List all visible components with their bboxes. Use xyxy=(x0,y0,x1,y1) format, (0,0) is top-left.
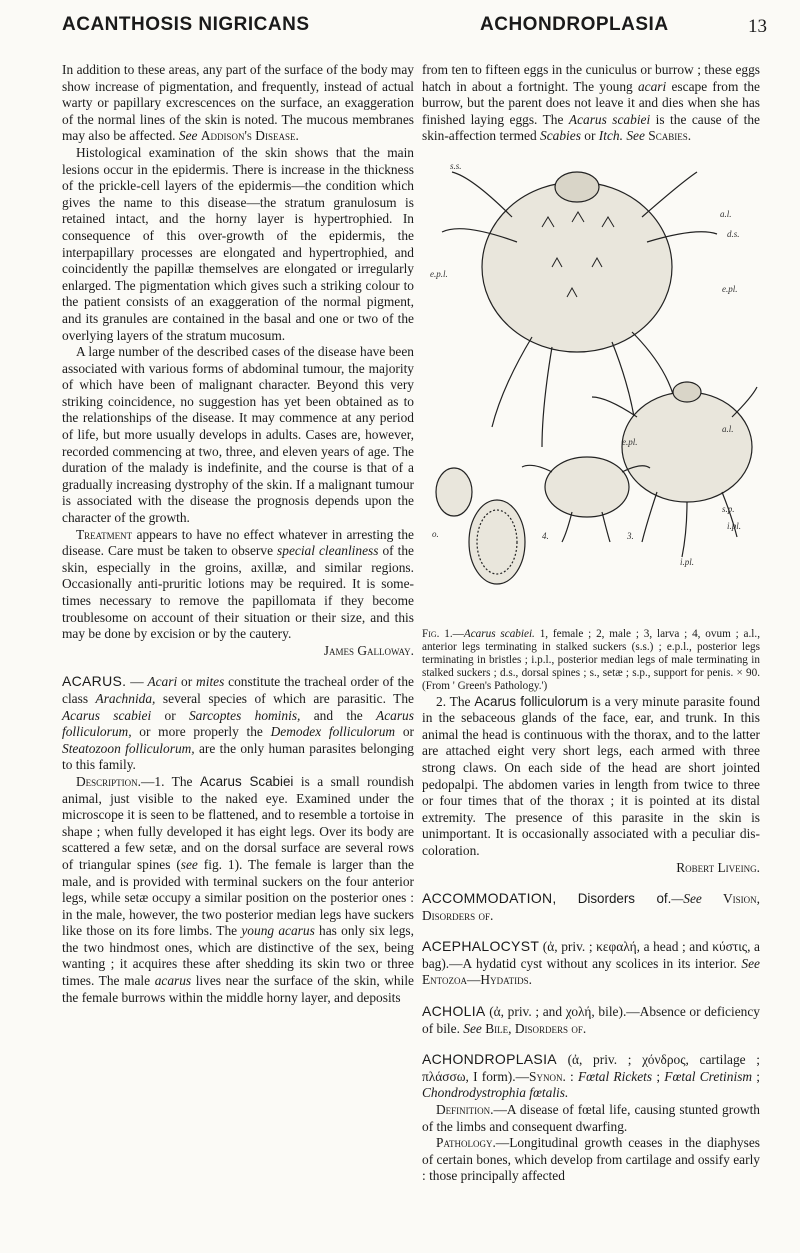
entry-acephalocyst: ACEPHALOCYST (ἀ, priv. ; κεφαλή, a head ; and κύστις, a bag).—A hydatid cyst without any scolices in its interior. See Entozoa—Hydatids. xyxy=(422,938,760,988)
cross-reference: Addison's Disease. xyxy=(200,128,299,144)
paragraph: from ten to fifteen eggs in the cuniculus or burrow ; these eggs hatch in about a fortnight. The young acari escape from the burrow, but the parent does not leave it and dies when she has finished laying eggs. The Acarus scabiei is the cause of the skin-affection termed Scabies or Itch. See Scabies. xyxy=(422,62,761,144)
section-head: Pathology. xyxy=(436,1135,496,1151)
subhead: Acarus folliculorum xyxy=(474,693,589,709)
cross-reference: Entozoa—Hydatids. xyxy=(422,972,532,988)
section-head: Treatment xyxy=(76,526,133,542)
running-head-right: ACHONDROPLASIA xyxy=(480,14,669,35)
entry-accommodation: ACCOMMODATION, Disorders of.—See Vision, Disorders of. xyxy=(422,890,760,923)
entry-achondroplasia: ACHONDROPLASIA (ἀ, priv. ; χόνδρος, cartilage ; πλάσσω, I form).—Synon. : Fœtal Rickets ; Fœtal Cretinism ; Chondrodystrophia fœtalis. xyxy=(422,1051,761,1101)
paragraph: In addition to these areas, any part of the surface of the body may show increase of pigmentation, and frequently, instead of actual warty or papillary excrescences on the surface, an exaggeration of the normal lines of the skin is noted. The mucous membranes may also be affected. See Addison's Disease. xyxy=(62,62,414,144)
figure-label: a.l. xyxy=(720,208,732,219)
subhead: Acarus Scabiei xyxy=(199,773,294,789)
left-column xyxy=(62,62,414,1006)
figure-label: a.l. xyxy=(722,423,734,434)
paragraph: Histological examination of the skin shows that the main lesions occur in the epidermis. There is increase in the thickness of the prickle-cell layers of the epidermis—the condition which gives the name to this disease—the stratum granulosum is retained intact, and the horny layer is hypertrophied. In consequence of this over-growth of the epidermis, the interpapillary processes are elongated and hypertrophied, and coincidently the papillæ themselves are elongated or irregularly enlarged. The pigmentation which gives such a striking colour to the patient consists of an exaggeration of the normal pigment, and its granules are contained in the basal and one or two of the overlying layers of the stratum mucosum. xyxy=(62,144,414,343)
figure-label: e.pl. xyxy=(622,436,638,447)
entry-acarus: ACARUS. — Acari or mites constitute the tracheal order of the class Arachnida, several species of which are parasitic. The Acarus scabiei or Sarcoptes hominis, and the Acarus folliculorum, or more properly the Demodex folliculorum or Steatozoon folliculorum, are the only human parasites belonging to this family. xyxy=(62,673,414,773)
paragraph: Pathology.—Longitudinal growth ceases in the diaphyses of certain bones, which develop from cartilage and ossify early : those principally affected xyxy=(422,1135,760,1184)
figure-label: 4. xyxy=(542,530,549,541)
cross-reference: Scabies. xyxy=(648,128,692,144)
paragraph: Treatment appears to have no effect whatever in arresting the disease. Care must be taken to observe special cleanliness of the skin, especially in the groins, axillæ, and similar regions. Occasionally anti-pruritic lotions may be required. It is sometimes necessary to remove the papillomata if they become troublesome on account of their situation or their size, and this may be done by excision or by the cautery. James Galloway. xyxy=(62,526,414,658)
running-head-left: ACANTHOSIS NIGRICANS xyxy=(62,14,310,35)
page-header xyxy=(0,8,800,44)
section-head: Definition. xyxy=(436,1102,494,1118)
section-head: Description. xyxy=(76,773,142,789)
entry-head: ACHOLIA xyxy=(422,1003,486,1020)
cross-reference: Vision, Disorders of. xyxy=(422,891,760,923)
figure-label: d.s. xyxy=(727,228,740,239)
paragraph: 2. The Acarus folliculorum is a very minute parasite found in the sebaceous glands of the face, ear, and trunk. In this animal the head is continuous with the thorax, and to the latter are attached eight very short legs, each armed with three strong claws. On each side of the head are short jointed pedopalpi. The abdomen varies in length from twice to three or four times that of the thorax ; it is pointed at its distal extremity. The presence of this parasite in the skin is unimportant. It is occasionally associated with a peculiar discoloration. Robert Liveing. xyxy=(422,693,760,875)
entry-head: ACCOMMODATION, xyxy=(422,890,557,907)
paragraph: Description.—1. The Acarus Scabiei is a small roundish animal, just visible to the naked eye. Examined under the microscope it is seen to be flattened, and to resemble a tortoise in shape ; when fully developed it has eight legs. Over its body are scattered a few setæ, and on the dorsal surface are several rows of triangular spines (see fig. 1). The female is larger than the male, and is provided with terminal suckers on the four anterior legs, while setæ occupy a similar position on the posterior ones : in the male, however, the two posterior median legs have suckers like those on its fore limbs. The young acarus has only six legs, the two hindmost ones, which are distinctive of the sex, being wanting ; it acquires these after shedding its skin two or three times. The male acarus lives near the surface of the skin, while the female burrows within the middle horny layer, and deposits xyxy=(62,773,414,1005)
figure-label: i.pl. xyxy=(680,556,695,567)
figure-label: s.p. xyxy=(722,503,735,514)
figure-label: 3. xyxy=(627,530,634,541)
entry-head: ACARUS. xyxy=(62,673,127,690)
page-number: 13 xyxy=(748,16,767,37)
figure-caption: Fig. 1.—Acarus scabiei. 1, female ; 2, male ; 3, larva ; 4, ovum ; a.l., anterior legs terminating in stalked suckers (s.s.) ; e.p.l., posterior legs terminating in bristles ; i.p.l., posterior median legs of male terminating in stalked suckers ; d.s., dorsal spines ; s., setæ ; s.p., support for penis. × 90. (From ' Green's Pathology.') xyxy=(422,627,760,693)
entry-acholia: ACHOLIA (ἀ, priv. ; and χολή, bile).—Absence or deficiency of bile. See Bile, Disorders of. xyxy=(422,1003,760,1036)
paragraph: A large number of the described cases of the disease have been associated with various forms of abdominal tumour, the majority of which have been of malignant character. Beyond this very striking coincidence, no suggestion has yet been obtained as to the relationships of the disease. It may commence at any period of life, but more usually develops in adults. Cases are, however, recorded commencing at two, three, and eleven years of age. The duration of the malady is indefinite, and the course is that of a gradually increasing dystrophy of the skin. If a malignant tumour is associated with the disease the prognosis depends upon the character of the growth. xyxy=(62,344,414,526)
figure-label: i.pl. xyxy=(727,520,742,531)
right-column xyxy=(422,62,760,1185)
figure-label: e.pl. xyxy=(722,283,738,294)
paragraph: Definition.—A disease of fœtal life, causing stunted growth of the limbs and consequent dwarfing. xyxy=(422,1102,760,1134)
figure-label: o. xyxy=(432,528,439,539)
figure-label: e.p.l. xyxy=(430,268,448,279)
entry-head: ACEPHALOCYST xyxy=(422,938,540,955)
entry-head: ACHONDROPLASIA xyxy=(422,1051,557,1068)
cross-reference: Bile, Disorders of. xyxy=(485,1020,587,1036)
author-signature: Robert Liveing. xyxy=(676,859,760,875)
figure-label: s.s. xyxy=(450,160,462,171)
author-signature: James Galloway. xyxy=(323,642,414,658)
acarus-illustration xyxy=(422,147,760,617)
